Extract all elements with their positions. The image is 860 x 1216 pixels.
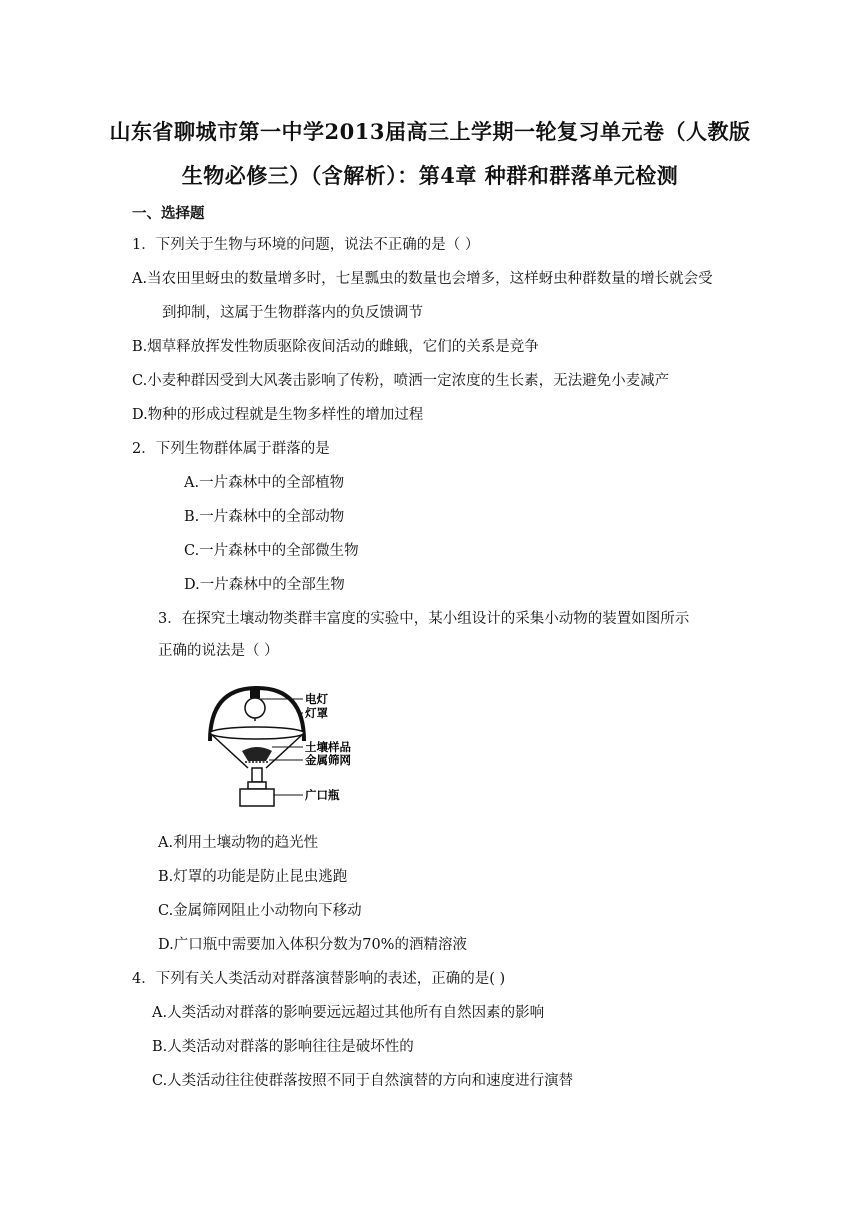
label-soil-sample: 土壤样品 — [305, 740, 351, 754]
label-lamp: 电灯 — [305, 692, 328, 706]
q2-option-b: B.一片森林中的全部动物 — [184, 509, 345, 525]
q1-option-c: C.小麦种群因受到大风袭击影响了传粉，喷洒一定浓度的生长素，无法避免小麦减产 — [132, 373, 670, 389]
q1-option-d: D.物种的形成过程就是生物多样性的增加过程 — [132, 407, 424, 423]
label-wide-mouth-bottle: 广口瓶 — [305, 788, 340, 802]
q2-option-c: C.一片森林中的全部微生物 — [184, 543, 359, 559]
q3-option-b: B.灯罩的功能是防止昆虫逃跑 — [158, 869, 348, 885]
q4-stem: 4．下列有关人类活动对群落演替影响的表述，正确的是( ) — [132, 971, 506, 987]
document-title-line-2: 生物必修三）（含解析）：第4章 种群和群落单元检测 — [181, 163, 679, 188]
q3-option-c: C.金属筛网阻止小动物向下移动 — [158, 903, 362, 919]
bottle-neck-shape — [248, 782, 266, 789]
q2-option-d: D.一片森林中的全部生物 — [184, 577, 345, 593]
q1-option-a: A.当农田里蚜虫的数量增多时，七星瓢虫的数量也会增多，这样蚜虫种群数量的增长就会受 — [132, 271, 713, 287]
q3-option-a: A.利用土壤动物的趋光性 — [158, 835, 319, 851]
bottle-body-shape — [240, 789, 274, 806]
q3-option-d: D.广口瓶中需要加入体积分数为70%的酒精溶液 — [158, 937, 467, 953]
q4-option-b: B.人类活动对群落的影响往往是破坏性的 — [152, 1039, 414, 1055]
q2-stem: 2．下列生物群体属于群落的是 — [132, 441, 330, 457]
soil-sample-shape — [242, 747, 272, 761]
funnel-rim-shape — [210, 727, 304, 739]
soil-animal-collector-figure — [200, 683, 370, 808]
q1-option-b: B.烟草释放挥发性物质驱除夜间活动的雌蛾，它们的关系是竞争 — [132, 339, 539, 355]
q1-stem: 1．下列关于生物与环境的问题，说法不正确的是（ ） — [132, 237, 480, 253]
q4-option-c: C.人类活动往往使群落按照不同于自然演替的方向和速度进行演替 — [152, 1073, 574, 1089]
q3-stem-line-1: 3．在探究土壤动物类群丰富度的实验中，某小组设计的采集小动物的装置如图所示 — [158, 611, 690, 627]
label-metal-mesh: 金属筛网 — [305, 753, 351, 767]
lamp-bulb-shape — [245, 698, 265, 718]
lamp-socket-shape — [250, 688, 260, 698]
section-heading: 一、选择题 — [132, 205, 205, 222]
document-title-line-1: 山东省聊城市第一中学2013届高三上学期一轮复习单元卷（人教版 — [109, 119, 751, 144]
q1-option-a-continued: 到抑制，这属于生物群落内的负反馈调节 — [162, 305, 423, 321]
label-lamp-shade: 灯罩 — [305, 706, 328, 720]
q2-option-a: A.一片森林中的全部植物 — [184, 475, 345, 491]
q4-option-a: A.人类活动对群落的影响要远远超过其他所有自然因素的影响 — [152, 1005, 545, 1021]
collector-apparatus-diagram — [200, 683, 370, 808]
q3-stem-line-2: 正确的说法是（ ） — [158, 643, 279, 659]
